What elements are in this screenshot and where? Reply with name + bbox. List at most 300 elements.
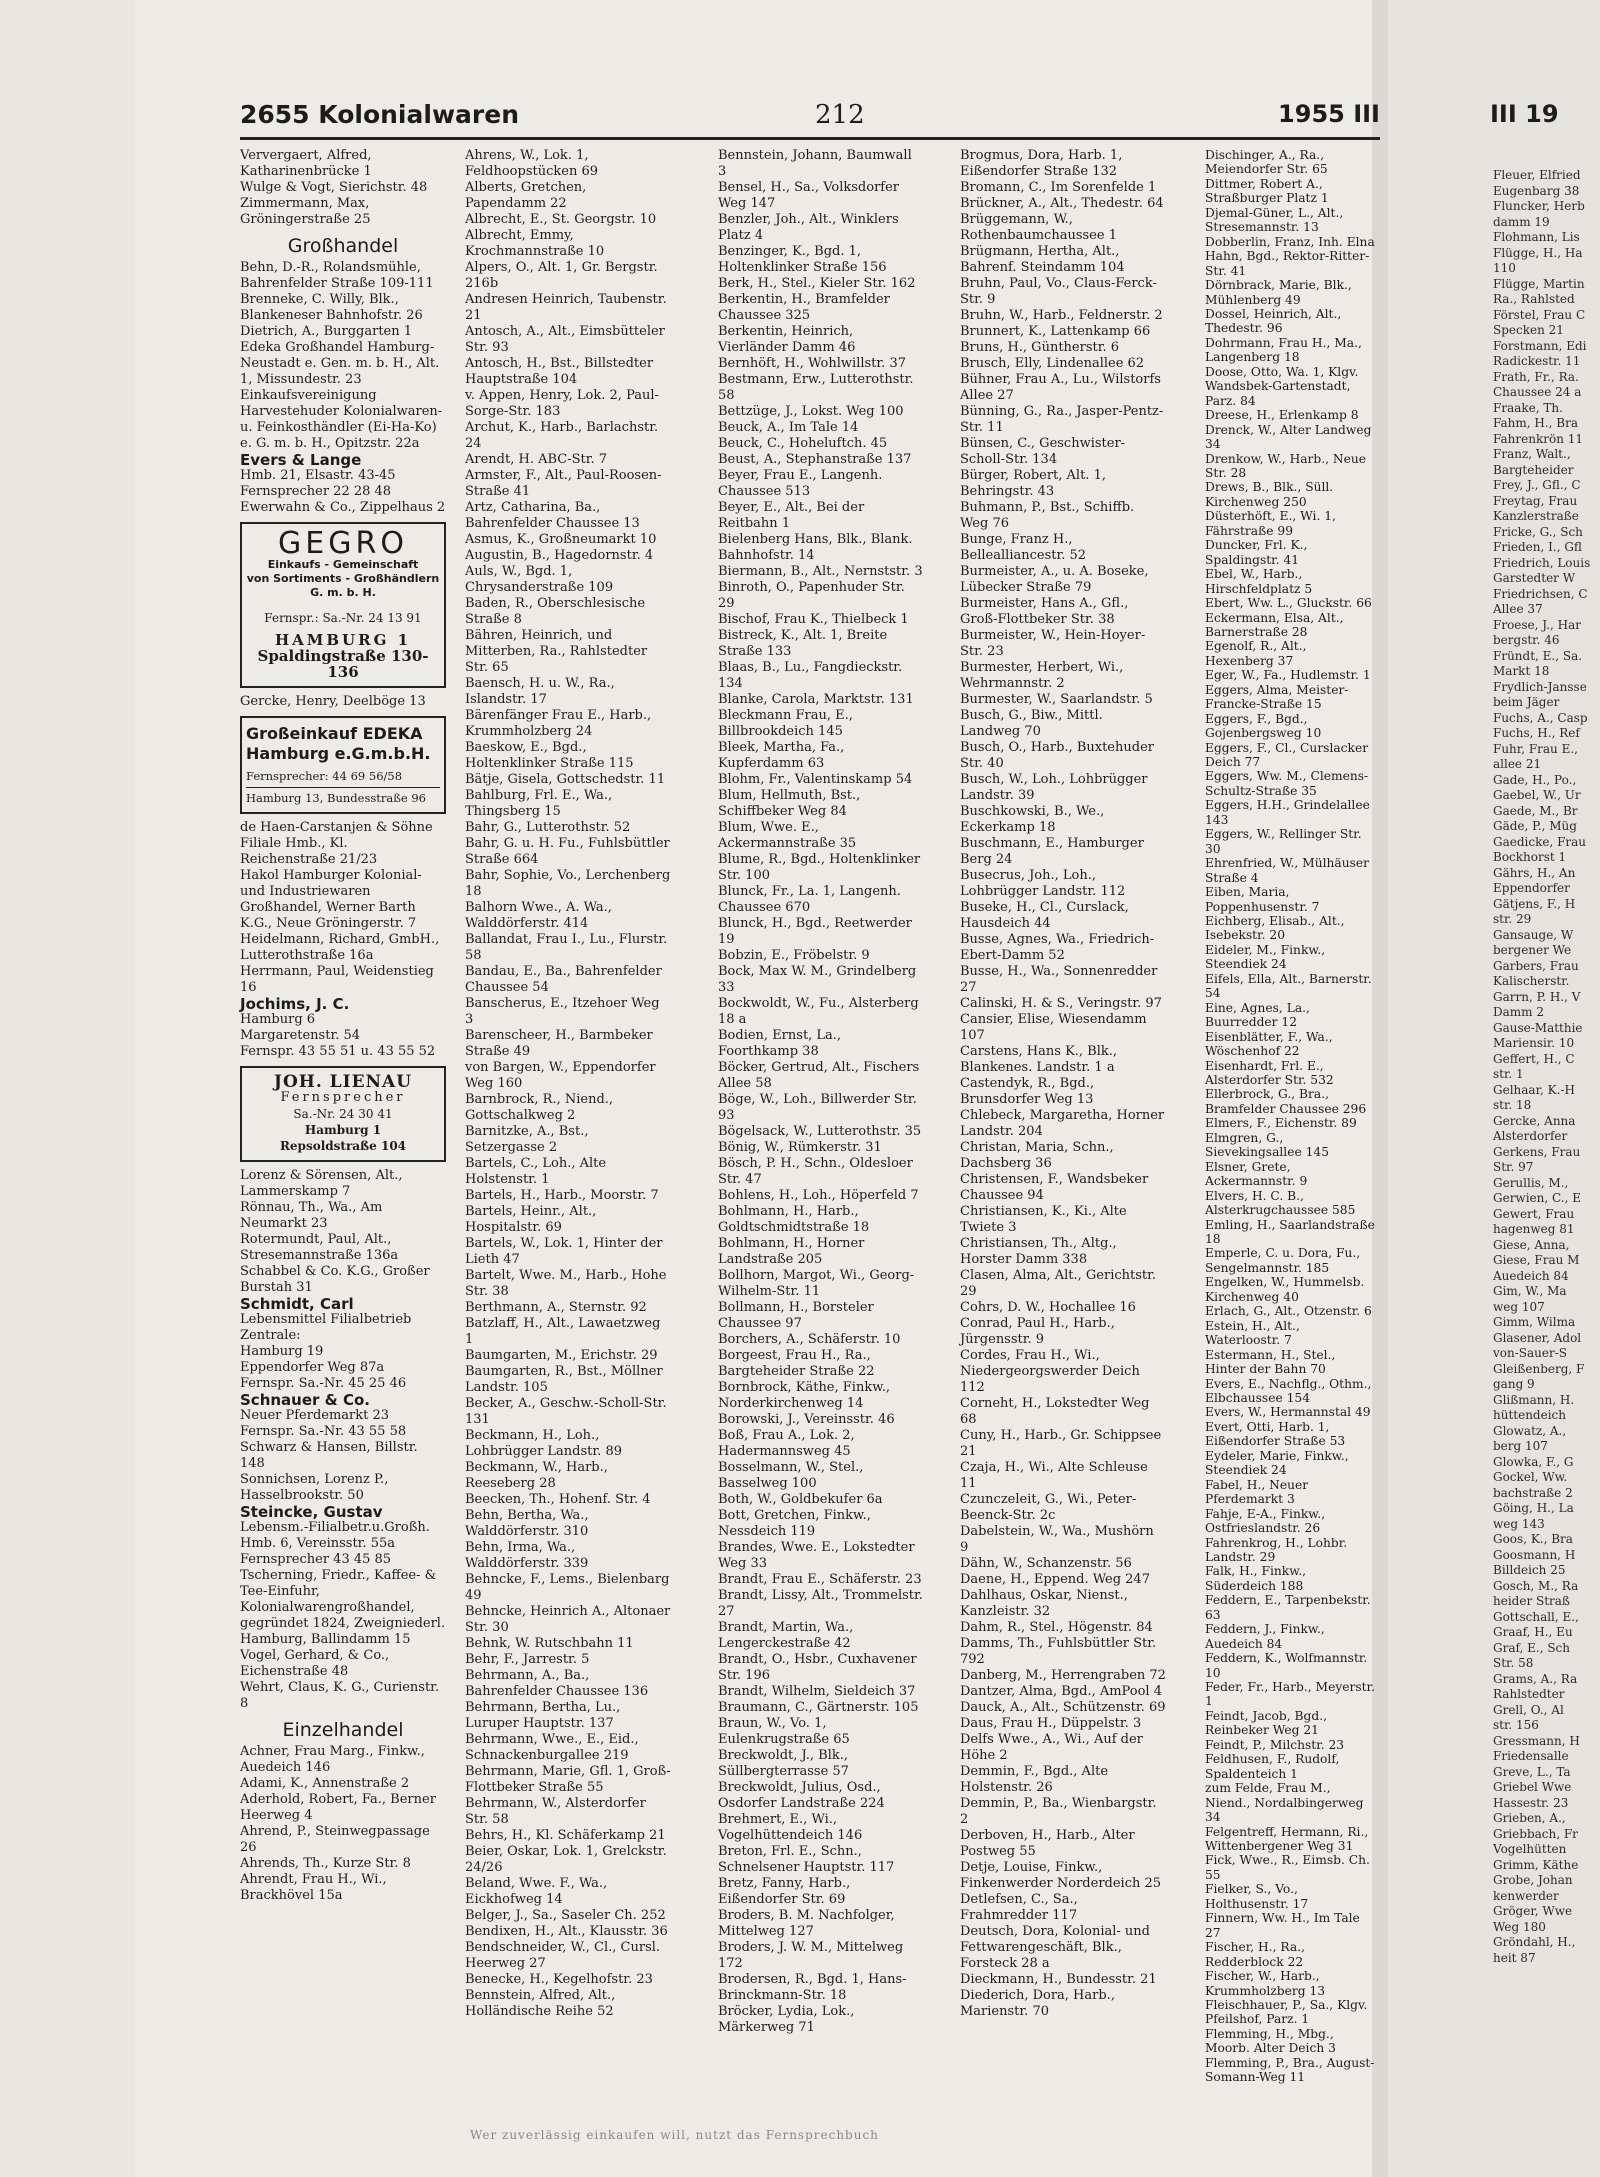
list-item: Beuck, A., Im Tale 14: [718, 420, 859, 435]
list-item: Goos, K., Bra: [1493, 1532, 1573, 1546]
gegro-sub2: von Sortiments - Großhändlern: [246, 572, 440, 585]
list-item: Clasen, Alma, Alt., Gerichtstr. 29: [960, 1268, 1157, 1299]
list-item: Brenneke, C. Willy, Blk., Blankeneser Bahnhofstr. 26: [240, 292, 423, 323]
list-item: Barnitzke, A., Bst., Setzergasse 2: [465, 1124, 589, 1155]
list-item: Feldhusen, F., Rudolf, Spaldenteich 1: [1205, 1752, 1340, 1781]
list-item: Busch, G., Biw., Mittl. Landweg 70: [960, 708, 1103, 739]
list-item: Eichberg, Elisab., Alt., Isebekstr. 20: [1205, 914, 1345, 943]
page-number: 212: [815, 100, 865, 130]
list-item: Falk, H., Finkw., Süderdeich 188: [1205, 1564, 1307, 1593]
list-item: Bätje, Gisela, Gottschedstr. 11: [465, 772, 666, 787]
list-item: Banscherus, E., Itzehoer Weg 3: [465, 996, 660, 1027]
list-item: Fischer, H., Ra., Redderblock 22: [1205, 1940, 1305, 1969]
list-item: Ahrends, Th., Kurze Str. 8: [240, 1856, 411, 1871]
section-grosshandel: Großhandel: [287, 235, 399, 257]
list-item: Evers, W., Hermannstal 49: [1205, 1405, 1371, 1420]
entries-a: [240, 260, 446, 452]
header-right: 1955 III: [1278, 100, 1380, 128]
list-item: Albrecht, E., St. Georgstr. 10: [465, 212, 657, 227]
list-item: Auedeich 84: [1493, 1268, 1569, 1283]
list-item: Düsterhöft, E., Wi. 1, Fährstraße 99: [1205, 509, 1336, 538]
list-item: Graaf, H., Eu: [1493, 1625, 1573, 1639]
steincke-lines: [240, 1520, 446, 1712]
list-item: Bornbrock, Käthe, Finkw., Norderkirchenweg 14: [718, 1380, 891, 1411]
list-item: Beckmann, W., Harb., Reeseberg 28: [465, 1460, 608, 1491]
list-item: Frey, J., Gfl., C: [1493, 478, 1581, 492]
list-item: Ehrenfried, W., Mülhäuser Straße 4: [1205, 856, 1369, 885]
list-item: Eiben, Maria, Poppenhusenstr. 7: [1205, 885, 1320, 914]
list-item: Garstedter W: [1493, 571, 1576, 585]
header-left: 2655 Kolonialwaren: [240, 100, 519, 129]
list-item: Derboven, H., Harb., Alter Postweg 55: [960, 1828, 1135, 1859]
list-item: Bendschneider, W., Cl., Cursl. Heerweg 27: [465, 1940, 661, 1971]
list-item: Diederich, Dora, Harb., Marienstr. 70: [960, 1988, 1115, 2019]
list-item: Zimmermann, Max, Gröningerstraße 25: [240, 196, 371, 227]
list-item: Deutsch, Dora, Kolonial- und Fettwarengeschäft, Blk., Forsteck 28 a: [960, 1924, 1150, 1971]
list-item: hagenweg 81: [1493, 1222, 1575, 1236]
list-item: Drews, B., Blk., Süll. Kirchenweg 250: [1205, 480, 1334, 509]
list-item: Baumgarten, M., Erichstr. 29: [465, 1348, 658, 1363]
list-item: Brandt, O., Hsbr., Cuxhavener Str. 196: [718, 1652, 917, 1683]
list-item: Geffert, H., C: [1493, 1051, 1575, 1066]
list-item: v. Appen, Henry, Lok. 2, Paul-Sorge-Str. 183: [465, 388, 659, 419]
list-item: Buschmann, E., Hamburger Berg 24: [960, 836, 1144, 867]
list-item: Gätjens, F., H: [1493, 896, 1576, 911]
list-item: von-Sauer-S: [1493, 1346, 1568, 1360]
list-item: Christiansen, K., Ki., Alte Twiete 3: [960, 1204, 1127, 1235]
list-item: Bruns, H., Güntherstr. 6: [960, 340, 1120, 355]
list-item: Braun, W., Vo. 1, Eulenkrugstraße 65: [718, 1716, 850, 1747]
list-item: Dittmer, Robert A., Straßburger Platz 1: [1205, 176, 1329, 206]
list-item: Berkentin, H., Bramfelder Chaussee 325: [718, 292, 890, 323]
gercke-entry: Gercke, Henry, Deelböge 13: [240, 694, 426, 709]
list-item: Brandt, Wilhelm, Sieldeich 37: [718, 1684, 916, 1699]
list-item: Eppendorfer Weg 87a: [240, 1360, 385, 1375]
list-item: Benzinger, K., Bgd. 1, Holtenklinker Straße 156: [718, 244, 887, 275]
list-item: Bockwoldt, W., Fu., Alsterberg 18 a: [718, 996, 919, 1027]
list-item: Gaebel, W., Ur: [1493, 788, 1581, 802]
gegro-ad: [240, 522, 446, 688]
edeka-title1: Großeinkauf EDEKA: [246, 724, 423, 743]
list-item: Arendt, H. ABC-Str. 7: [465, 452, 608, 467]
list-item: Förstel, Frau C: [1493, 307, 1586, 322]
list-item: Markt 18: [1493, 664, 1550, 678]
lienau-street: Repsoldstraße 104: [279, 1139, 407, 1153]
list-item: Alpers, O., Alt. 1, Gr. Bergstr. 216b: [465, 260, 658, 291]
list-item: Feddern, J., Finkw., Auedeich 84: [1205, 1622, 1325, 1651]
list-item: de Haen-Carstanjen & Söhne Filiale Hmb., Kl. Reichenstraße 21/23: [240, 820, 433, 867]
list-item: Brandes, Wwe. E., Lokstedter Weg 33: [718, 1540, 915, 1571]
jochims-heading: Jochims, J. C.: [240, 995, 350, 1013]
list-item: Dörnbrack, Marie, Blk., Mühlenberg 49: [1205, 278, 1352, 307]
list-item: Asmus, K., Großneumarkt 10: [465, 532, 657, 547]
list-item: Bettzüge, J., Lokst. Weg 100: [718, 404, 904, 419]
list-item: Bromann, C., Im Sorenfelde 1: [960, 180, 1157, 195]
list-item: Doose, Otto, Wa. 1, Klgv. Wandsbek-Gartenstadt, Parz. 84: [1205, 364, 1359, 408]
list-item: Broders, B. M. Nachfolger, Mittelweg 127: [718, 1908, 895, 1939]
list-item: Tscherning, Friedr., Kaffee- & Tee-Einfuhr, Kolonialwarengroßhandel, gegründet 1824, Zweigniederl. Hamburg, Ballindamm 15: [240, 1568, 446, 1647]
list-item: Brogmus, Dora, Harb. 1, Eißendorfer Straße 132: [960, 148, 1123, 179]
list-item: Burmester, Herbert, Wi., Wehrmannstr. 2: [960, 660, 1124, 691]
list-item: kenwerder: [1493, 1888, 1559, 1903]
list-item: Delfs Wwe., A., Wi., Auf der Höhe 2: [960, 1732, 1143, 1763]
list-item: Blume, R., Bgd., Holtenklinker Str. 100: [718, 852, 921, 883]
list-item: Calinski, H. & S., Veringstr. 97: [960, 996, 1162, 1011]
list-item: Gosch, M., Ra: [1493, 1578, 1579, 1593]
list-item: Dischinger, A., Ra., Meiendorfer Str. 65: [1205, 148, 1328, 177]
list-item: Heidelmann, Richard, GmbH., Lutterothstraße 16a: [240, 932, 440, 963]
list-item: Bensel, H., Sa., Volksdorfer Weg 147: [718, 180, 900, 211]
list-item: Gansauge, W: [1493, 927, 1574, 942]
list-item: Benzler, Joh., Alt., Winklers Platz 4: [718, 212, 899, 243]
list-item: Borchers, A., Schäferstr. 10: [718, 1332, 901, 1347]
list-item: Alsterdorfer: [1493, 1129, 1568, 1143]
list-item: Feddern, K., Wolfmannstr. 10: [1205, 1651, 1368, 1680]
list-item: Radickestr. 11: [1493, 354, 1581, 368]
list-item: Giese, Frau M: [1493, 1253, 1580, 1267]
list-item: Flemming, H., Mbg., Moorb. Alter Deich 3: [1205, 2026, 1336, 2056]
list-item: Bendixen, H., Alt., Klausstr. 36: [465, 1924, 668, 1939]
next-page-column-fragment: [1493, 168, 1598, 1966]
list-item: Bleckmann Frau, E., Billbrookdeich 145: [718, 708, 853, 739]
list-item: Billdeich 25: [1493, 1563, 1566, 1577]
list-item: Gröndahl, H.,: [1493, 1935, 1576, 1949]
list-item: Bosselmann, W., Stel., Basselweg 100: [718, 1460, 864, 1491]
list-item: Behncke, F., Lems., Bielenbarg 49: [465, 1572, 670, 1603]
list-item: Behrmann, Bertha, Lu., Luruper Hauptstr. 137: [465, 1700, 621, 1731]
list-item: Behr, F., Jarrestr. 5: [465, 1652, 590, 1667]
list-item: Lebensmittel Filialbetrieb Zentrale:: [240, 1312, 412, 1343]
list-item: str. 1: [1493, 1067, 1524, 1081]
list-item: beim Jäger: [1493, 695, 1560, 709]
list-item: allee 21: [1493, 757, 1542, 771]
list-item: Flemming, P., Bra., August-Somann-Weg 11: [1205, 2055, 1375, 2085]
list-item: Ewerwahn & Co., Zippelhaus 2: [240, 500, 446, 515]
list-item: Busse, Agnes, Wa., Friedrich-Ebert-Damm 52: [960, 932, 1155, 963]
gegro-title: GEGRO: [278, 526, 408, 561]
list-item: Fielker, S., Vo., Holthusenstr. 17: [1205, 1882, 1309, 1911]
list-item: Behrmann, Wwe., E., Eid., Schnackenburgallee 219: [465, 1732, 639, 1763]
list-item: Egenolf, R., Alt., Hexenberg 37: [1205, 639, 1307, 668]
list-item: Frieden, I., Gfl: [1493, 540, 1582, 554]
list-item: Beyer, Frau E., Langenh. Chaussee 513: [718, 468, 883, 499]
list-item: Baeskow, E., Bgd., Holtenklinker Straße 115: [465, 740, 634, 771]
steincke-heading: Steincke, Gustav: [240, 1503, 383, 1521]
list-item: Behrmann, Marie, Gfl. 1, Groß-Flottbeker Straße 55: [465, 1764, 671, 1795]
schmidt-heading: Schmidt, Carl: [240, 1295, 354, 1313]
list-item: Batzlaff, H., Alt., Lawaetzweg 1: [465, 1316, 661, 1347]
list-item: Balhorn Wwe., A. Wa., Walddörferstr. 414: [465, 900, 612, 931]
list-item: Glißmann, H.: [1493, 1392, 1575, 1407]
list-item: Eisenblätter, F., Wa., Wöschenhof 22: [1205, 1029, 1333, 1059]
list-item: Fernspr. Sa.-Nr. 43 55 58: [240, 1424, 407, 1439]
list-item: Antosch, H., Bst., Billstedter Hauptstraße 104: [465, 356, 654, 387]
list-item: Bruhn, Paul, Vo., Claus-Ferck-Str. 9: [960, 276, 1157, 307]
list-item: Cuny, H., Harb., Gr. Schippsee 21: [960, 1428, 1162, 1459]
gegro-sub3: G. m. b. H.: [310, 586, 376, 599]
list-item: Bartels, C., Loh., Alte Holstenstr. 1: [465, 1156, 607, 1187]
list-item: Fleischhauer, P., Sa., Klgv. Pfeilshof, Parz. 1: [1205, 1998, 1368, 2027]
list-item: Hakol Hamburger Kolonial- und Industriewaren Großhandel, Werner Barth K.G., Neue Gröningerstr. 7: [240, 868, 422, 931]
list-item: Feindt, Jacob, Bgd., Reinbeker Weg 21: [1205, 1708, 1327, 1738]
list-item: Beyer, E., Alt., Bei der Reitbahn 1: [718, 500, 865, 531]
list-item: Böge, W., Loh., Billwerder Str. 93: [718, 1092, 917, 1123]
list-item: Drenkow, W., Harb., Neue Str. 28: [1205, 451, 1367, 480]
list-item: Borgeest, Frau H., Ra., Bargteheider Straße 22: [718, 1348, 875, 1379]
list-item: Baensch, H. u. W., Ra., Islandstr. 17: [465, 676, 615, 707]
list-item: heider Straß: [1493, 1594, 1570, 1608]
list-item: Friedensalle: [1493, 1749, 1569, 1763]
list-item: Bröcker, Lydia, Lok., Märkerweg 71: [718, 2004, 855, 2035]
list-item: Freytag, Frau: [1493, 493, 1578, 508]
list-item: Bögelsack, W., Lutterothstr. 35: [718, 1124, 922, 1139]
list-item: Gerwien, C., E: [1493, 1191, 1581, 1205]
list-item: Gelhaar, K.-H: [1493, 1082, 1575, 1097]
list-item: Gimm, Wilma: [1493, 1315, 1576, 1329]
list-item: Bruhn, W., Harb., Feldnerstr. 2: [960, 308, 1163, 323]
list-item: Andresen Heinrich, Taubenstr. 21: [465, 292, 667, 323]
list-item: Finnern, Ww. H., Im Tale 27: [1205, 1911, 1360, 1940]
list-item: Eggers, F., Bgd., Gojenbergsweg 10: [1205, 711, 1322, 741]
list-item: Damms, Th., Fuhlsbüttler Str. 792: [960, 1636, 1157, 1667]
list-item: Burmeister, W., Hein-Hoyer-Str. 23: [960, 628, 1146, 659]
list-item: Allee 37: [1493, 602, 1543, 616]
list-item: Schabbel & Co. K.G., Großer Burstah 31: [240, 1264, 430, 1295]
list-item: Eckermann, Elsa, Alt., Barnerstraße 28: [1205, 610, 1344, 639]
column-5: [1205, 148, 1375, 2085]
schnauer-heading: Schnauer & Co.: [240, 1391, 370, 1409]
list-item: str. 156: [1493, 1718, 1539, 1732]
list-item: Bestmann, Erw., Lutterothstr. 58: [718, 372, 914, 403]
jochims-lines: [240, 1012, 446, 1060]
list-item: Ebert, Ww. L., Gluckstr. 66: [1205, 596, 1372, 611]
list-item: Neuer Pferdemarkt 23: [240, 1408, 390, 1423]
list-item: Blunck, H., Bgd., Reetwerder 19: [718, 916, 912, 947]
list-item: Gröger, Wwe: [1493, 1904, 1573, 1918]
list-item: Gaedicke, Frau: [1493, 834, 1587, 849]
list-item: Feindt, P., Milchstr. 23: [1205, 1737, 1345, 1752]
list-item: Chlebeck, Margaretha, Horner Landstr. 204: [960, 1108, 1165, 1139]
list-item: Demmin, F., Bgd., Alte Holstenstr. 26: [960, 1764, 1109, 1795]
list-item: Margaretenstr. 54: [240, 1028, 361, 1043]
list-item: Daus, Frau H., Düppelstr. 3: [960, 1716, 1142, 1731]
list-item: Bärenfänger Frau E., Harb., Krummholzberg 24: [465, 708, 652, 739]
list-item: Gressmann, H: [1493, 1733, 1580, 1748]
list-item: Aderhold, Robert, Fa., Berner Heerweg 4: [240, 1792, 436, 1823]
list-item: Bürger, Robert, Alt. 1, Behringstr. 43: [960, 468, 1106, 499]
list-item: Dohrmann, Frau H., Ma., Langenberg 18: [1205, 335, 1362, 365]
list-item: Franz, Walt.,: [1493, 447, 1571, 461]
list-item: Bollmann, H., Borsteler Chaussee 97: [718, 1300, 874, 1331]
list-item: Demmin, P., Ba., Wienbargstr. 2: [960, 1796, 1157, 1827]
column-3: [718, 148, 924, 2036]
list-item: Ahrendt, Frau H., Wi., Brackhövel 15a: [240, 1872, 387, 1903]
list-item: Christensen, F., Wandsbeker Chaussee 94: [960, 1172, 1149, 1203]
list-item: Biermann, B., Alt., Nernststr. 3: [718, 564, 923, 579]
list-item: Frath, Fr., Ra.: [1493, 369, 1579, 384]
list-item: Friedrich, Louis: [1493, 555, 1591, 570]
list-item: Daene, H., Eppend. Weg 247: [960, 1572, 1150, 1587]
list-item: Glowatz, A.,: [1493, 1423, 1567, 1438]
list-item: Behn, D.-R., Rolandsmühle, Bahrenfelder Straße 109-111: [240, 260, 434, 291]
list-item: Ahrens, W., Lok. 1, Feldhoopstücken 69: [465, 148, 598, 179]
list-item: Ra., Rahlsted: [1493, 292, 1575, 306]
list-item: Elmers, F., Eichenstr. 89: [1205, 1116, 1357, 1131]
list-item: Czunczeleit, G., Wi., Peter-Beenck-Str. 2c: [960, 1492, 1137, 1523]
list-item: Brusch, Elly, Lindenallee 62: [960, 356, 1145, 371]
list-item: Lebensm.-Filialbetr.u.Großh. Hmb. 6, Vereinsstr. 55a: [240, 1520, 430, 1551]
lienau-nr: Sa.-Nr. 24 30 41: [293, 1107, 393, 1121]
list-item: Eydeler, Marie, Finkw., Steendiek 24: [1205, 1448, 1349, 1478]
list-item: hüttendeich: [1493, 1408, 1567, 1422]
list-item: Beier, Oskar, Lok. 1, Grelckstr. 24/26: [465, 1844, 667, 1875]
list-item: Djemal-Güner, L., Alt., Stresemannstr. 13: [1205, 205, 1344, 235]
faint-footer-text: Wer zuverlässig einkaufen will, nutzt das Fernsprechbuch: [470, 2128, 879, 2142]
list-item: Herrmann, Paul, Weidenstieg 16: [240, 964, 434, 995]
list-item: Fleuer, Elfried: [1493, 168, 1581, 182]
list-item: 110: [1493, 261, 1516, 275]
list-item: Fahrenkrog, H., Lohbr. Landstr. 29: [1205, 1535, 1348, 1564]
list-item: Elsner, Grete, Ackermannstr. 9: [1205, 1159, 1308, 1189]
list-item: Edeka Großhandel Hamburg-Neustadt e. Gen. m. b. H., Alt. 1, Missundestr. 23: [240, 340, 440, 387]
entries-d: [240, 1744, 446, 1904]
list-item: Fluncker, Herb: [1493, 199, 1585, 213]
list-item: Fraake, Th.: [1493, 400, 1563, 415]
list-item: bachstraße 2: [1493, 1485, 1573, 1500]
list-item: Ahrend, P., Steinwegpassage 26: [240, 1824, 430, 1855]
list-item: Dreese, H., Erlenkamp 8: [1205, 408, 1359, 423]
list-item: Brüggemann, W., Rothenbaumchaussee 1: [960, 212, 1117, 243]
list-item: Garrn, P. H., V: [1493, 989, 1581, 1004]
list-item: Dantzer, Alma, Bgd., AmPool 4: [960, 1684, 1162, 1699]
next-page-header: III 19: [1490, 100, 1559, 128]
list-item: Dabelstein, W., Wa., Mushörn 9: [960, 1524, 1154, 1555]
list-item: Fründt, E., Sa.: [1493, 648, 1583, 663]
list-item: Cansier, Elise, Wiesendamm 107: [960, 1012, 1147, 1043]
list-item: Brunnert, K., Lattenkamp 66: [960, 324, 1151, 339]
list-item: Bott, Gretchen, Finkw., Nessdeich 119: [718, 1508, 871, 1539]
list-item: Dobberlin, Franz, Inh. Elna Hahn, Bgd., Rektor-Ritter-Str. 41: [1205, 234, 1375, 278]
list-item: bergstr. 46: [1493, 633, 1560, 647]
list-item: Hamburg 19: [240, 1344, 324, 1359]
list-item: weg 107: [1493, 1299, 1545, 1314]
section-einzelhandel: Einzelhandel: [282, 1719, 404, 1741]
list-item: Brügmann, Hertha, Alt., Bahrenf. Steindamm 104: [960, 244, 1125, 275]
list-item: Drenck, W., Alter Landweg 34: [1205, 422, 1372, 452]
list-item: Detlefsen, C., Sa., Frahmredder 117: [960, 1892, 1078, 1923]
list-item: Blunck, Fr., La. 1, Langenh. Chaussee 670: [718, 884, 901, 915]
list-item: Eggers, W., Rellinger Str. 30: [1205, 827, 1362, 856]
list-item: Corneht, H., Lokstedter Weg 68: [960, 1396, 1150, 1427]
list-item: Hassestr. 23: [1493, 1795, 1569, 1810]
list-item: Bischof, Frau K., Thielbeck 1: [718, 612, 909, 627]
list-item: Forstmann, Edi: [1493, 338, 1587, 353]
list-item: Benecke, H., Kegelhofstr. 23: [465, 1972, 653, 1987]
list-item: Bartels, H., Harb., Moorstr. 7: [465, 1188, 659, 1203]
list-item: Duncker, Frl. K., Spaldingstr. 41: [1205, 538, 1308, 567]
list-item: Bohlmann, H., Horner Landstraße 205: [718, 1236, 865, 1267]
list-item: Grell, O., Al: [1493, 1702, 1564, 1717]
list-item: Bönig, W., Rümkerstr. 31: [718, 1140, 882, 1155]
list-item: Bösch, P. H., Schn., Oldesloer Str. 47: [718, 1156, 913, 1187]
list-item: Flohmann, Lis: [1493, 230, 1580, 244]
list-item: Feder, Fr., Harb., Meyerstr. 1: [1205, 1680, 1375, 1709]
list-item: Estein, H., Alt., Waterloostr. 7: [1205, 1318, 1300, 1348]
list-item: bergener We: [1493, 943, 1572, 957]
list-item: Burmeister, A., u. A. Boseke, Lübecker Straße 79: [960, 564, 1149, 595]
schmidt-lines: [240, 1312, 446, 1392]
list-item: Brandt, Martin, Wa., Lengerckestraße 42: [718, 1620, 854, 1651]
list-item: Str. 58: [1493, 1656, 1534, 1670]
list-item: Gaede, M., Br: [1493, 803, 1578, 818]
list-item: Belger, J., Sa., Saseler Ch. 252: [465, 1908, 666, 1923]
list-item: Wulge & Vogt, Sierichstr. 48: [240, 180, 428, 195]
list-item: Griebbach, Fr: [1493, 1826, 1578, 1841]
list-item: Griebel Wwe: [1493, 1780, 1572, 1794]
list-item: Bartelt, Wwe. M., Harb., Hohe Str. 38: [465, 1268, 667, 1299]
list-item: Antosch, A., Alt., Eimsbütteler Str. 93: [465, 324, 665, 355]
list-item: Bargteheider: [1493, 462, 1574, 477]
list-item: damm 19: [1493, 214, 1550, 229]
list-item: str. 18: [1493, 1098, 1532, 1112]
list-item: Dähn, W., Schanzenstr. 56: [960, 1556, 1132, 1571]
list-item: Augustin, B., Hagedornstr. 4: [465, 548, 654, 563]
list-item: Castendyk, R., Bgd., Brunsdorfer Weg 13: [960, 1076, 1095, 1107]
list-item: Gause-Matthie: [1493, 1020, 1583, 1035]
list-item: Elvers, H. C. B., Alsterkrugchaussee 585: [1205, 1188, 1356, 1218]
list-item: Mariensir. 10: [1493, 1036, 1575, 1050]
list-item: Bistreck, K., Alt. 1, Breite Straße 133: [718, 628, 888, 659]
list-item: Baumgarten, R., Bst., Möllner Landstr. 105: [465, 1364, 663, 1395]
list-item: Grobe, Johan: [1493, 1873, 1573, 1887]
list-item: Buseke, H., Cl., Curslack, Hausdeich 44: [960, 900, 1129, 931]
column-1: [240, 148, 446, 1904]
column-2: [465, 148, 671, 2020]
entries-top: [240, 148, 446, 228]
list-item: Eppendorfer: [1493, 881, 1570, 895]
lienau-city: Hamburg 1: [304, 1123, 382, 1137]
list-item: Adami, K., Annenstraße 2: [240, 1776, 410, 1791]
list-item: Emling, H., Saarlandstraße 18: [1205, 1217, 1375, 1246]
list-item: Bartels, Heinr., Alt., Hospitalstr. 69: [465, 1204, 597, 1235]
list-item: Bandau, E., Ba., Bahrenfelder Chaussee 54: [465, 964, 662, 995]
gegro-street: Spaldingstraße 130-136: [257, 647, 429, 681]
list-item: Eger, W., Fa., Hudlemstr. 1: [1205, 668, 1371, 683]
list-item: Fernspr. 43 55 51 u. 43 55 52: [240, 1044, 436, 1059]
list-item: Gerullis, M.,: [1493, 1175, 1569, 1190]
list-item: Gockel, Ww.: [1493, 1470, 1568, 1484]
list-item: Gährs, H., An: [1493, 865, 1576, 880]
lienau-ad: [240, 1066, 446, 1162]
list-item: Dahlhaus, Oskar, Nienst., Kanzleistr. 32: [960, 1588, 1128, 1619]
list-item: Blum, Wwe. E., Ackermannstraße 35: [718, 820, 857, 851]
evers-lines: [240, 468, 446, 516]
list-item: Gade, H., Po.,: [1493, 772, 1577, 787]
list-item: Busch, O., Harb., Buxtehuder Str. 40: [960, 740, 1154, 771]
list-item: Estermann, H., Stel., Hinter der Bahn 70: [1205, 1347, 1336, 1377]
list-item: Behrmann, A., Ba., Bahrenfelder Chaussee 136: [465, 1668, 649, 1699]
list-item: Buschkowski, B., We., Eckerkamp 18: [960, 804, 1105, 835]
list-item: Rotermundt, Paul, Alt., Stresemannstraße 136a: [240, 1232, 399, 1263]
list-item: Friedrichsen, C: [1493, 586, 1588, 601]
list-item: Gottschall, E.,: [1493, 1609, 1579, 1624]
list-item: Fischer, W., Harb., Krummholzberg 13: [1205, 1969, 1326, 1998]
list-item: Eugenbarg 38: [1493, 183, 1580, 198]
list-item: Dieckmann, H., Bundesstr. 21: [960, 1972, 1157, 1987]
list-item: Christan, Maria, Schn., Dachsberg 36: [960, 1140, 1114, 1171]
gegro-phone: Fernspr.: Sa.-Nr. 24 13 91: [264, 611, 422, 625]
list-item: Dahm, R., Stel., Högenstr. 84: [960, 1620, 1153, 1635]
